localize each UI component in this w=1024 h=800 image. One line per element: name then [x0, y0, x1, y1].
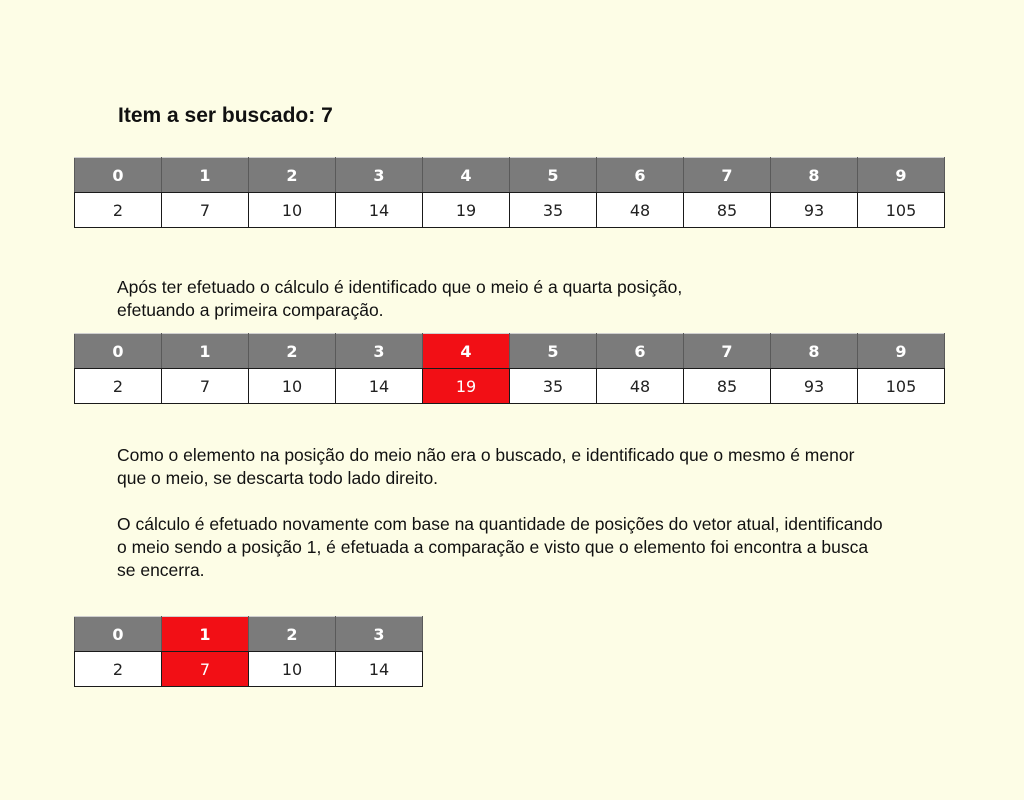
index-cell: 7 [684, 158, 771, 193]
index-cell: 4 [423, 158, 510, 193]
index-cell: 1 [162, 617, 249, 652]
value-cell: 2 [75, 193, 162, 228]
value-cell: 19 [423, 193, 510, 228]
value-cell: 2 [75, 369, 162, 404]
index-cell: 4 [423, 334, 510, 369]
index-cell: 9 [858, 334, 945, 369]
value-cell: 93 [771, 369, 858, 404]
value-cell: 48 [597, 193, 684, 228]
array-table-initial [74, 157, 945, 228]
index-cell: 2 [249, 617, 336, 652]
paragraph-discard-right [117, 444, 854, 490]
value-cell: 35 [510, 193, 597, 228]
index-cell: 1 [162, 158, 249, 193]
paragraph-line: se encerra. [117, 560, 205, 580]
paragraph-line: que o meio, se descarta todo lado direito. [117, 468, 439, 488]
value-cell: 85 [684, 369, 771, 404]
index-cell: 1 [162, 334, 249, 369]
value-cell: 48 [597, 369, 684, 404]
index-row [75, 158, 945, 193]
index-cell: 7 [684, 334, 771, 369]
index-cell: 3 [336, 617, 423, 652]
value-cell: 7 [162, 369, 249, 404]
index-cell: 5 [510, 334, 597, 369]
search-item-title: Item a ser buscado: 7 [118, 104, 333, 127]
value-cell: 14 [336, 193, 423, 228]
index-cell: 6 [597, 334, 684, 369]
paragraph-first-comparison [117, 276, 682, 322]
value-cell: 10 [249, 652, 336, 687]
index-cell: 0 [75, 334, 162, 369]
paragraph-line: Como o elemento na posição do meio não era o buscado, e identificado que o mesmo é menor [117, 445, 855, 465]
paragraph-line: o meio sendo a posição 1, é efetuada a comparação e visto que o elemento foi encontra a busca [117, 537, 869, 557]
value-cell: 10 [249, 193, 336, 228]
index-cell: 9 [858, 158, 945, 193]
paragraph-line: Após ter efetuado o cálculo é identificado que o meio é a quarta posição, [117, 277, 683, 297]
value-cell: 7 [162, 652, 249, 687]
index-cell: 6 [597, 158, 684, 193]
paragraph-line: O cálculo é efetuado novamente com base na quantidade de posições do vetor atual, identificando [117, 514, 883, 534]
paragraph-line: efetuando a primeira comparação. [117, 300, 384, 320]
value-cell: 93 [771, 193, 858, 228]
value-cell: 35 [510, 369, 597, 404]
index-cell: 8 [771, 158, 858, 193]
value-row [75, 652, 423, 687]
index-cell: 2 [249, 158, 336, 193]
value-cell: 19 [423, 369, 510, 404]
index-row [75, 334, 945, 369]
value-cell: 105 [858, 193, 945, 228]
value-cell: 85 [684, 193, 771, 228]
index-cell: 3 [336, 334, 423, 369]
value-row [75, 193, 945, 228]
index-cell: 8 [771, 334, 858, 369]
value-cell: 10 [249, 369, 336, 404]
value-cell: 14 [336, 652, 423, 687]
value-cell: 105 [858, 369, 945, 404]
index-cell: 2 [249, 334, 336, 369]
value-cell: 14 [336, 369, 423, 404]
value-cell: 2 [75, 652, 162, 687]
index-row [75, 617, 423, 652]
paragraph-second-calculation [117, 513, 883, 582]
index-cell: 0 [75, 158, 162, 193]
value-cell: 7 [162, 193, 249, 228]
array-table-middle-highlight [74, 333, 945, 404]
index-cell: 3 [336, 158, 423, 193]
index-cell: 5 [510, 158, 597, 193]
index-cell: 0 [75, 617, 162, 652]
array-table-reduced [74, 616, 423, 687]
value-row [75, 369, 945, 404]
